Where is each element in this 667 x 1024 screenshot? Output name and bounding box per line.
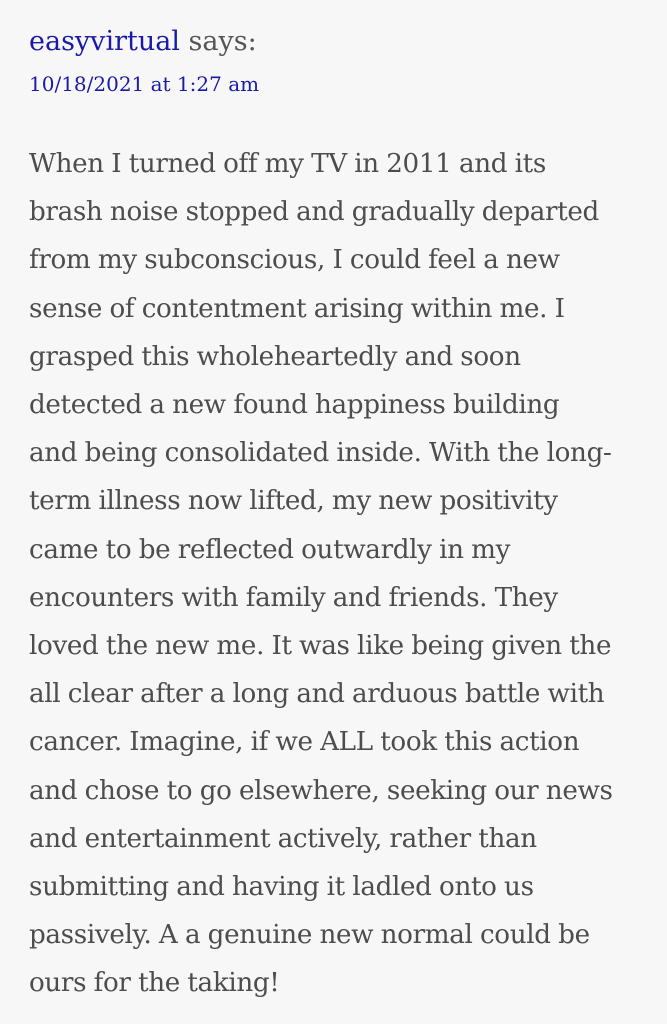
- comment-author-line: [29, 22, 637, 62]
- comment-body: [29, 140, 641, 1008]
- comment-body-line: from my subconscious, I could feel a new: [29, 245, 560, 276]
- comment-body-line: and chose to go elsewhere, seeking our news: [29, 775, 613, 806]
- comment-body-line: and being consolidated inside. With the long-: [29, 438, 612, 469]
- comment-meta: [29, 22, 637, 100]
- comment-body-line: and entertainment actively, rather than: [29, 823, 537, 854]
- comment-body-line: term illness now lifted, my new positivity: [29, 486, 558, 517]
- comment-body-line: sense of contentment arising within me. I: [29, 293, 565, 324]
- comment-date-link[interactable]: 10/18/2021 at 1:27 am: [29, 72, 260, 96]
- comment-body-line: grasped this wholeheartedly and soon: [29, 341, 521, 372]
- comment-body-line: submitting and having it ladled onto us: [29, 872, 534, 903]
- says-label: says:: [179, 26, 257, 57]
- comment-body-line: brash noise stopped and gradually departed: [29, 197, 599, 228]
- comment-body-line: came to be reflected outwardly in my: [29, 534, 511, 565]
- author-link[interactable]: easyvirtual: [29, 26, 180, 57]
- comment-body-line: detected a new found happiness building: [29, 390, 560, 421]
- comment-body-line: passively. A a genuine new normal could be: [29, 920, 590, 951]
- comment-body-line: When I turned off my TV in 2011 and its: [29, 149, 546, 179]
- comment-body-line: encounters with family and friends. They: [29, 582, 558, 613]
- comment-body-line: all clear after a long and arduous battle with: [29, 679, 605, 710]
- comment-body-line: loved the new me. It was like being given the: [29, 631, 612, 662]
- comment-body-line: ours for the taking!: [29, 968, 280, 999]
- comment-body-line: cancer. Imagine, if we ALL took this action: [29, 727, 580, 758]
